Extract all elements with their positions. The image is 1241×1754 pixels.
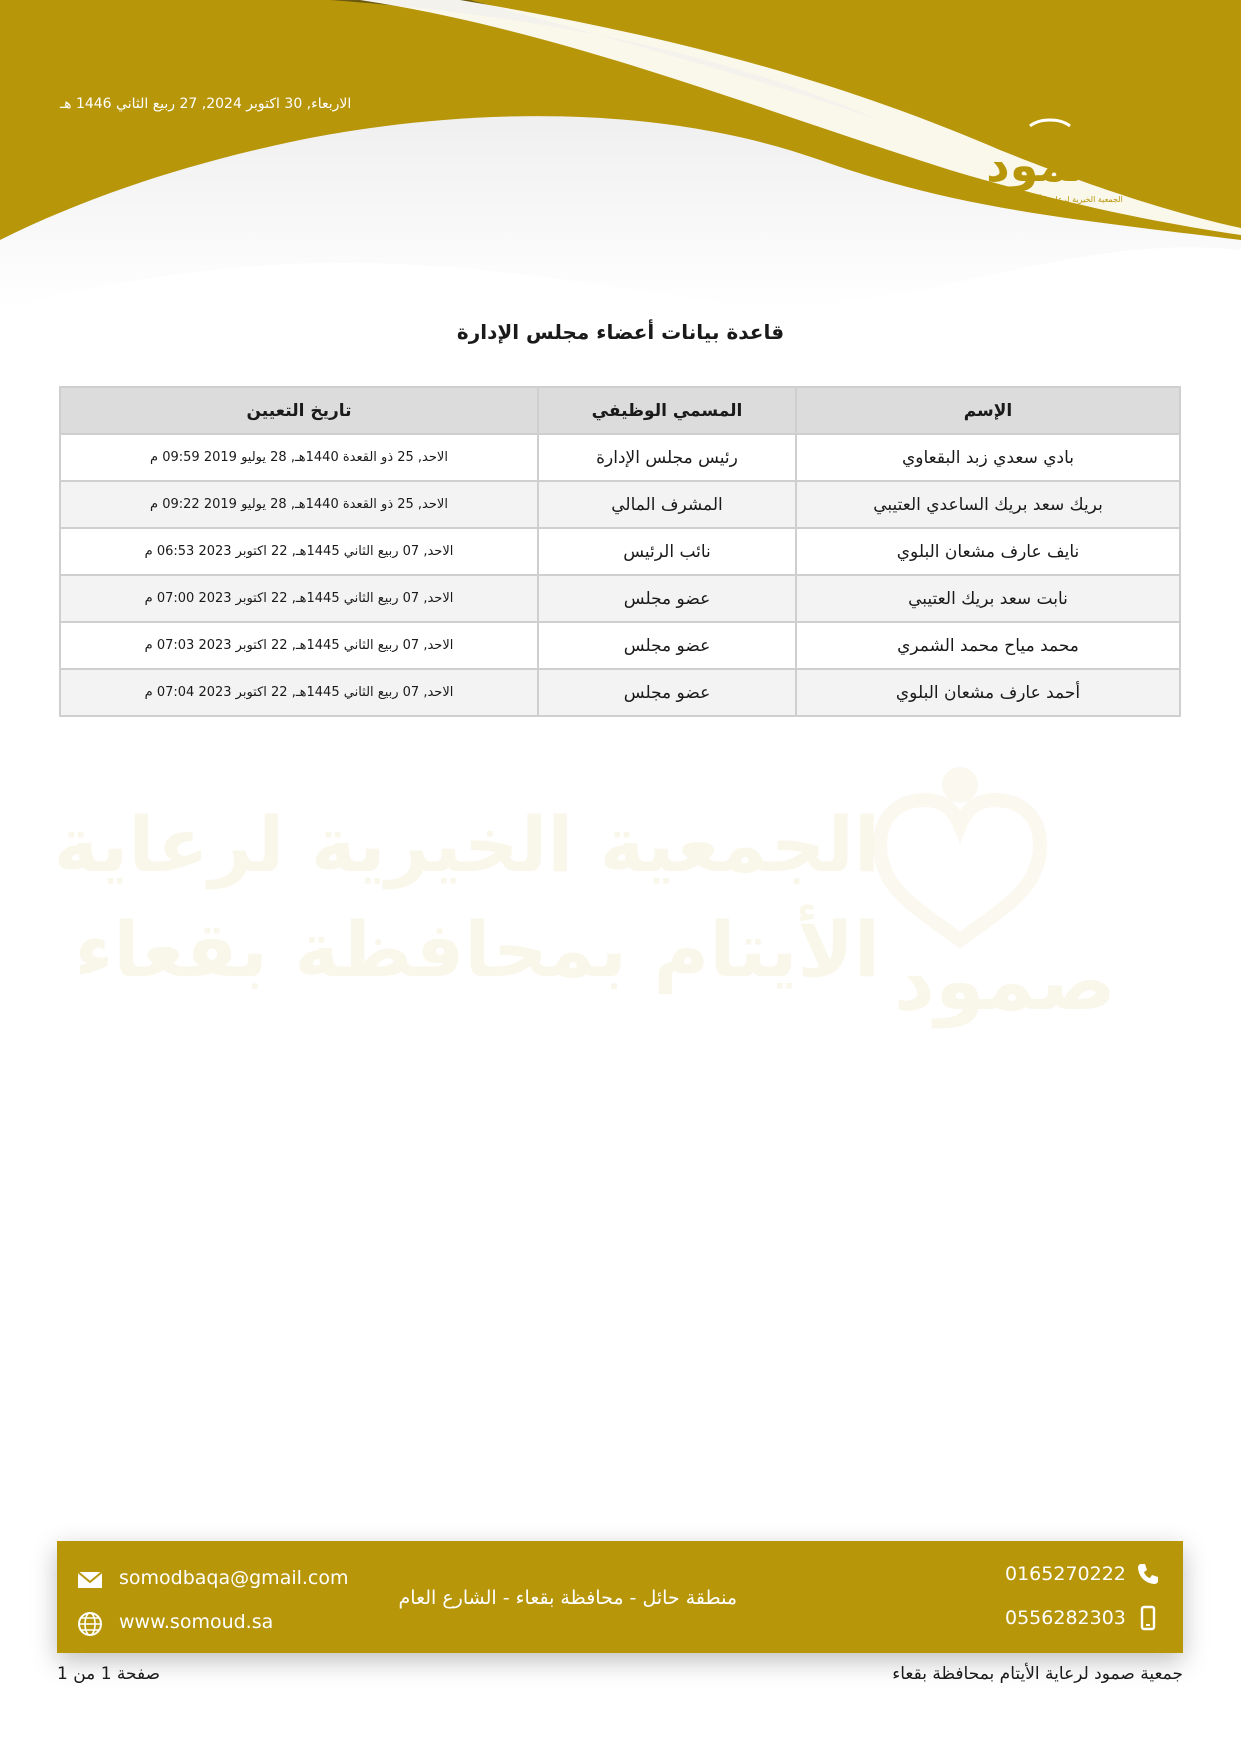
header-date: الاربعاء, 30 اكتوبر 2024, 27 ربيع الثاني 1446 هـ: [60, 96, 352, 112]
member-name: نابت سعد بريك العتيبي: [796, 575, 1180, 622]
logo-wordmark: صمود: [986, 138, 1114, 192]
member-name: نايف عارف مشعان البلوي: [796, 528, 1180, 575]
page-title: قاعدة بيانات أعضاء مجلس الإدارة: [456, 320, 785, 344]
member-name: أحمد عارف مشعان البلوي: [796, 669, 1180, 716]
mobile-number[interactable]: 0556282303: [1005, 1607, 1126, 1629]
table-row: [60, 669, 1180, 716]
page-number: صفحة 1 من 1: [57, 1664, 161, 1684]
member-name: محمد مياح محمد الشمري: [796, 622, 1180, 669]
member-job-title: نائب الرئيس: [538, 528, 796, 575]
table-row: [60, 434, 1180, 481]
member-job-title: عضو مجلس: [538, 575, 796, 622]
table-header-row: [60, 387, 1180, 434]
member-name: بادي سعدي زبد البقعاوي: [796, 434, 1180, 481]
member-appointment-date: الاحد, 07 ربيع الثاني 1445هـ, 22 اكتوبر 2023 07:00 م: [60, 575, 538, 622]
globe-icon: [77, 1611, 103, 1637]
watermark-line-1: الجمعية الخيرية لرعاية: [53, 800, 880, 889]
watermark-logo-word: صمود: [893, 935, 1117, 1028]
member-job-title: عضو مجلس: [538, 669, 796, 716]
member-job-title: المشرف المالي: [538, 481, 796, 528]
address-text: منطقة حائل - محافظة بقعاء - الشارع العام: [398, 1587, 737, 1609]
member-appointment-date: الاحد, 25 ذو القعدة 1440هـ, 28 يوليو 2019 09:22 م: [60, 481, 538, 528]
member-appointment-date: الاحد, 07 ربيع الثاني 1445هـ, 22 اكتوبر 2023 06:53 م: [60, 528, 538, 575]
board-members-table: [59, 386, 1181, 717]
member-job-title: رئيس مجلس الإدارة: [538, 434, 796, 481]
member-appointment-date: الاحد, 07 ربيع الثاني 1445هـ, 22 اكتوبر 2023 07:03 م: [60, 622, 538, 669]
website-link[interactable]: www.somoud.sa: [119, 1611, 274, 1633]
column-header-job-title: المسمي الوظيفي: [538, 387, 796, 434]
column-header-appointment-date: تاريخ التعيين: [60, 387, 538, 434]
table-row: [60, 528, 1180, 575]
member-name: بريك سعد بريك الساعدي العتيبي: [796, 481, 1180, 528]
email-icon: [77, 1567, 103, 1593]
table-row: [60, 481, 1180, 528]
member-appointment-date: الاحد, 07 ربيع الثاني 1445هـ, 22 اكتوبر 2023 07:04 م: [60, 669, 538, 716]
phone-number[interactable]: 0165270222: [1005, 1563, 1126, 1585]
member-appointment-date: الاحد, 25 ذو القعدة 1440هـ, 28 يوليو 2019 09:59 م: [60, 434, 538, 481]
watermark-line-2: الأيتام بمحافظة بقعاء: [74, 905, 880, 994]
organization-name-footer: جمعية صمود لرعاية الأيتام بمحافظة بقعاء: [892, 1664, 1183, 1684]
footer-contact-band: [57, 1541, 1183, 1653]
table-row: [60, 575, 1180, 622]
logo-tagline: الجمعية الخيرية لرعاية الأيتام بمحافظة بقعاء: [977, 195, 1123, 204]
email-link[interactable]: somodbaqa@gmail.com: [119, 1567, 349, 1589]
column-header-name: الإسم: [796, 387, 1180, 434]
table-row: [60, 622, 1180, 669]
member-job-title: عضو مجلس: [538, 622, 796, 669]
phone-icon: [1135, 1561, 1161, 1587]
mobile-phone-icon: [1135, 1605, 1161, 1631]
